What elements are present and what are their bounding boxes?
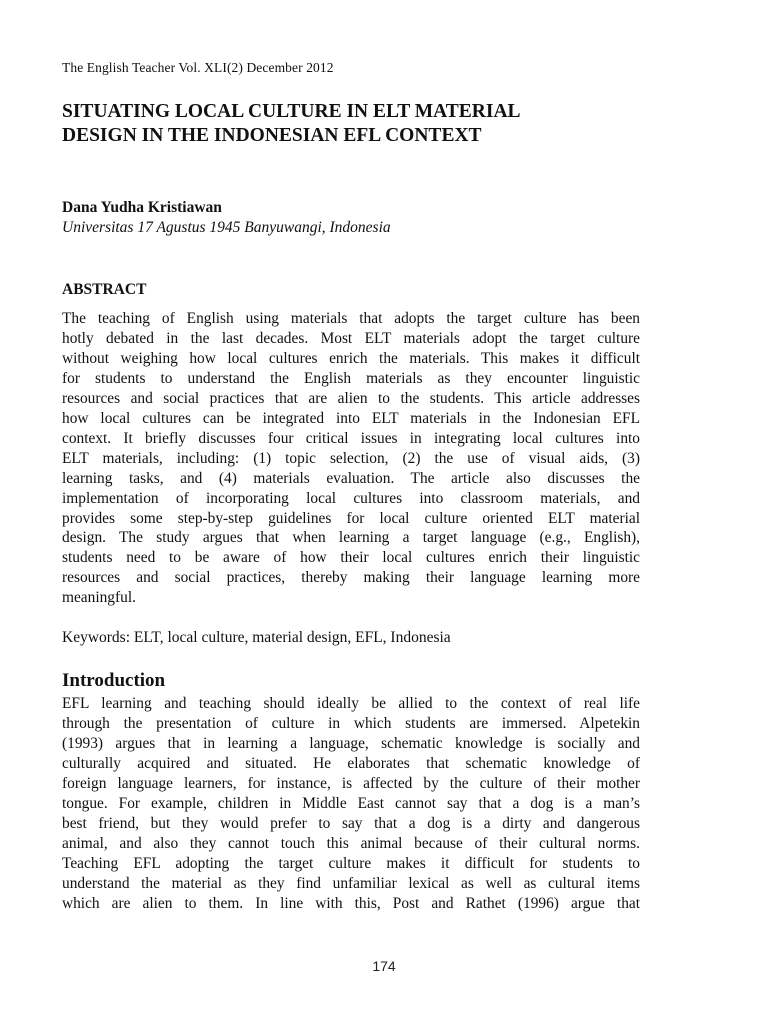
introduction-line: EFL learning and teaching should ideally be allied to the context of real life xyxy=(62,695,640,712)
abstract-line: learning tasks, and (4) materials evaluation. The article also discusses the xyxy=(62,469,640,487)
abstract-line: design. The study argues that when learning a target language (e.g., English), xyxy=(62,529,640,547)
author-affiliation: Universitas 17 Agustus 1945 Banyuwangi, Indonesia xyxy=(62,219,391,236)
introduction-line: best friend, but they would prefer to say that a dog is a dirty and dangerous xyxy=(62,814,640,832)
title-line: SITUATING LOCAL CULTURE IN ELT MATERIAL xyxy=(62,101,521,122)
introduction-line: through the presentation of culture in which students are immersed. Alpetekin xyxy=(62,714,640,732)
title-line: DESIGN IN THE INDONESIAN EFL CONTEXT xyxy=(62,125,482,146)
introduction-line: (1993) argues that in learning a language, schematic knowledge is socially and xyxy=(62,734,640,752)
introduction-line: tongue. For example, children in Middle East cannot say that a dog is a man’s xyxy=(62,794,640,812)
journal-header: The English Teacher Vol. XLI(2) December 2012 xyxy=(62,60,334,75)
abstract-line: implementation of incorporating local cultures into classroom materials, and xyxy=(62,489,640,507)
abstract-body xyxy=(62,309,640,608)
introduction-line: which are alien to them. In line with this, Post and Rathet (1996) argue that xyxy=(62,894,640,912)
abstract-line: students need to be aware of how their local cultures enrich their linguistic xyxy=(62,549,640,567)
abstract-line: resources and social practices that are alien to the students. This article addresses xyxy=(62,389,640,407)
introduction-line: understand the material as they find unfamiliar lexical as well as cultural items xyxy=(62,874,640,892)
introduction-line: Teaching EFL adopting the target culture makes it difficult for students to xyxy=(62,854,640,872)
abstract-line: without weighing how local cultures enrich the materials. This makes it difficult xyxy=(62,349,640,367)
introduction-line: foreign language learners, for instance, is affected by the culture of their mother xyxy=(62,774,640,792)
introduction-line: animal, and also they cannot touch this animal because of their cultural norms. xyxy=(62,834,640,852)
paper-title xyxy=(62,100,682,148)
abstract-line: resources and social practices, thereby making their language learning more xyxy=(62,569,640,587)
abstract-line: provides some step-by-step guidelines for local culture oriented ELT material xyxy=(62,509,640,527)
page-number: 174 xyxy=(372,958,396,974)
abstract-line: ELT materials, including: (1) topic selection, (2) the use of visual aids, (3) xyxy=(62,449,640,467)
abstract-line: context. It briefly discusses four critical issues in integrating local cultures into xyxy=(62,429,640,447)
abstract-line: meaningful. xyxy=(62,589,136,607)
abstract-heading: ABSTRACT xyxy=(62,281,147,298)
introduction-line: culturally acquired and situated. He elaborates that schematic knowledge of xyxy=(62,754,640,772)
abstract-line: The teaching of English using materials that adopts the target culture has been xyxy=(62,310,640,327)
abstract-line: hotly debated in the last decades. Most ELT materials adopt the target culture xyxy=(62,329,640,347)
introduction-body xyxy=(62,694,640,913)
introduction-heading: Introduction xyxy=(62,670,166,691)
author-name: Dana Yudha Kristiawan xyxy=(62,199,222,216)
abstract-line: for students to understand the English materials as they encounter linguistic xyxy=(62,369,640,387)
abstract-line: how local cultures can be integrated into ELT materials in the Indonesian EFL xyxy=(62,409,640,427)
keywords: Keywords: ELT, local culture, material design, EFL, Indonesia xyxy=(62,629,451,646)
